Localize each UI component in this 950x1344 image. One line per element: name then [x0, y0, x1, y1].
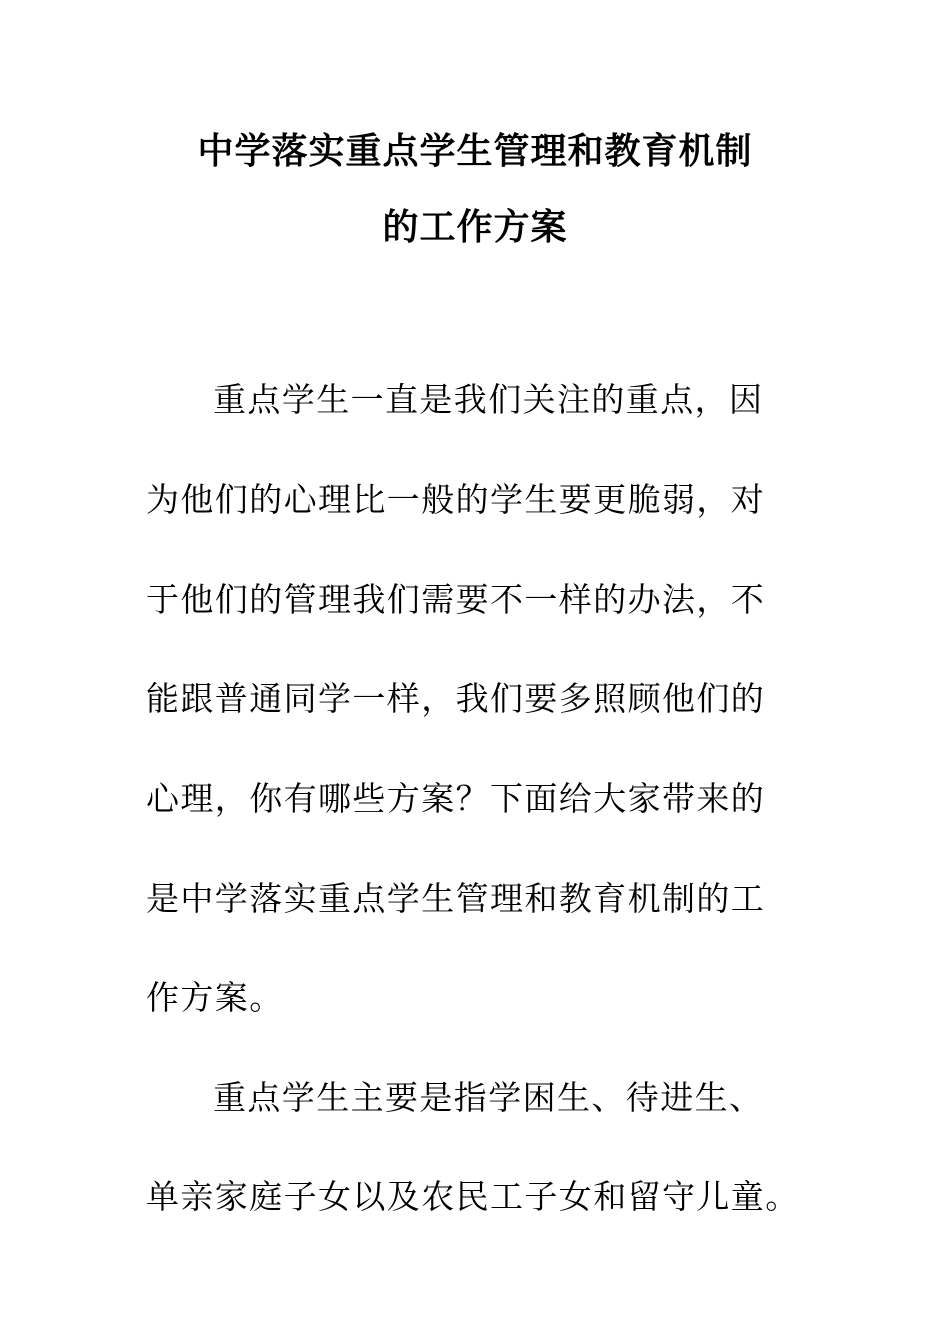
paragraph-1-line-4: 能跟普通同学一样，我们要多照顾他们的 — [146, 679, 766, 718]
paragraph-1-line-5: 心理，你有哪些方案？下面给大家带来的 — [146, 779, 766, 818]
paragraph-1-line-6: 是中学落实重点学生管理和教育机制的工 — [146, 879, 766, 918]
paragraph-2-line-1: 重点学生主要是指学困生、待进生、 — [213, 1078, 764, 1117]
document-title-line-1: 中学落实重点学生管理和教育机制 — [197, 131, 753, 172]
paragraph-1-line-2: 为他们的心理比一般的学生要更脆弱，对 — [146, 480, 766, 519]
paragraph-1-line-7: 作方案。 — [146, 978, 284, 1017]
paragraph-2-line-2: 单亲家庭子女以及农民工子女和留守儿童。 — [146, 1177, 800, 1216]
paragraph-1-line-1: 重点学生一直是我们关注的重点，因 — [213, 380, 764, 419]
paragraph-1-line-3: 于他们的管理我们需要不一样的办法，不 — [146, 580, 766, 619]
document-title-line-2: 的工作方案 — [382, 207, 568, 248]
